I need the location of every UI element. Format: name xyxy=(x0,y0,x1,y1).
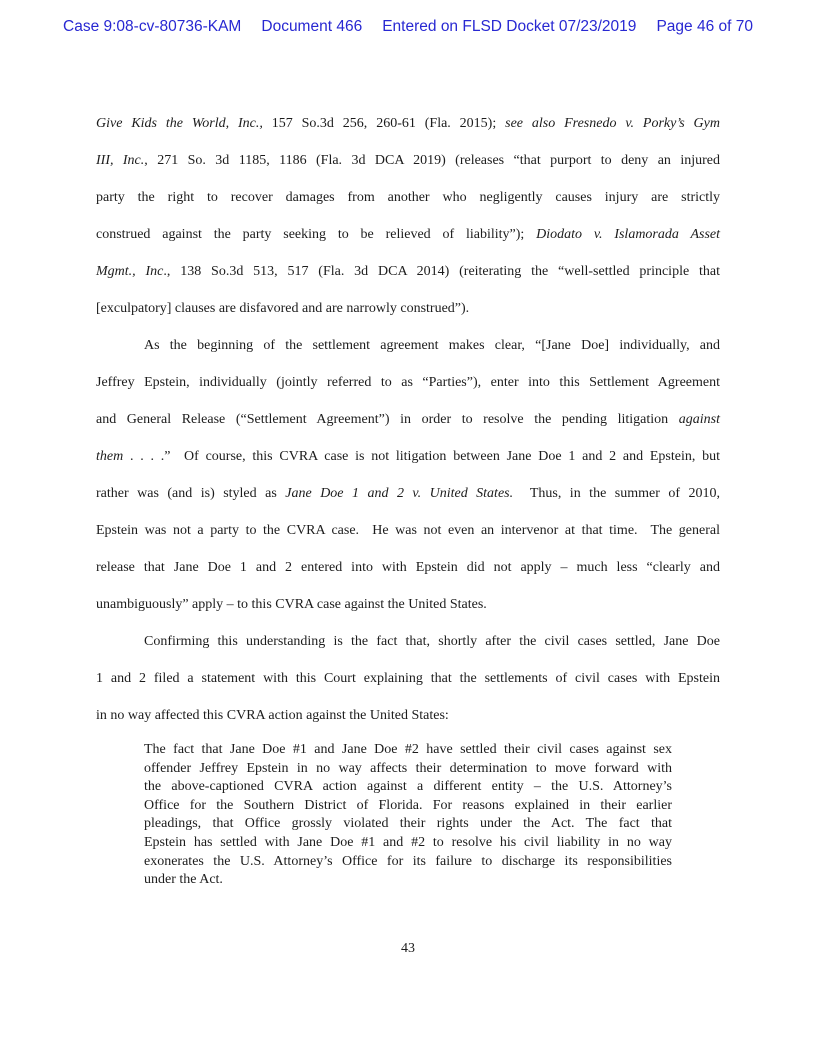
text-run: pleadings, that Office grossly violated their rights under the Act. The fact that xyxy=(144,816,672,832)
text-line xyxy=(96,253,720,290)
text-line xyxy=(96,179,720,216)
italic-text-run: Give Kids the World, Inc., xyxy=(96,116,263,131)
text-run: 1 and 2 filed a statement with this Court explaining that the settlements of civil cases with Epstein xyxy=(96,671,720,686)
text-run: offender Jeffrey Epstein in no way affects their determination to move forward with xyxy=(144,760,672,776)
text-run: , 271 So. 3d 1185, 1186 (Fla. 3d DCA 2019) (releases “that purport to deny an injured xyxy=(144,153,720,168)
italic-text-run: see also Fresnedo v. Porky’s Gym xyxy=(505,116,720,131)
text-run: 157 So.3d 256, 260-61 (Fla. 2015); xyxy=(262,116,506,131)
quote-line xyxy=(144,834,672,853)
text-run: construed against the party seeking to be relieved of liability”); xyxy=(96,227,537,242)
docket-page-indicator: Page 46 of 70 xyxy=(656,18,753,35)
text-line xyxy=(96,105,720,142)
text-line xyxy=(96,697,720,734)
text-run: The fact that Jane Doe #1 and Jane Doe #2 have settled their civil cases against sex xyxy=(144,742,672,757)
paragraph xyxy=(96,623,720,734)
text-run: Confirming this understanding is the fact that, shortly after the civil cases settled, Jane Doe xyxy=(144,634,720,649)
text-run: the above-captioned CVRA action against a different entity – the U.S. Attorney’s xyxy=(144,779,672,795)
case-number: Case 9:08-cv-80736-KAM xyxy=(63,18,242,35)
page-number: 43 xyxy=(401,941,415,956)
document-number: Document 466 xyxy=(261,18,363,35)
text-line xyxy=(96,142,720,179)
paragraph xyxy=(96,105,720,327)
text-line xyxy=(96,586,720,623)
quote-line xyxy=(144,760,672,779)
text-line xyxy=(96,660,720,697)
text-run: rather was (and is) styled as xyxy=(96,486,286,501)
document-body xyxy=(96,105,720,890)
text-run: exonerates the U.S. Attorney’s Office for its failure to discharge its responsibilities xyxy=(144,853,672,869)
italic-text-run: against xyxy=(678,412,720,427)
text-run: under the Act. xyxy=(144,872,223,888)
docket-entry-date: Entered on FLSD Docket 07/23/2019 xyxy=(382,18,637,35)
text-run: unambiguously” apply – to this CVRA case against the United States. xyxy=(96,597,487,612)
text-run: Epstein was not a party to the CVRA case. He was not even an intervenor at that time. The general xyxy=(96,523,720,538)
text-run: . . . .” Of course, this CVRA case is not litigation between Jane Doe 1 and 2 and Epstein, but xyxy=(123,449,720,464)
quote-line xyxy=(144,778,672,797)
text-line xyxy=(96,401,720,438)
case-stamp-header xyxy=(63,18,753,35)
text-run: and General Release (“Settlement Agreement”) in order to resolve the pending litigation xyxy=(96,412,679,427)
quote-line xyxy=(144,797,672,816)
italic-text-run: Jane Doe 1 and 2 v. United States. xyxy=(285,486,514,501)
block-quote xyxy=(144,741,672,890)
text-run: [exculpatory] clauses are disfavored and are narrowly construed”). xyxy=(96,301,470,316)
quote-line xyxy=(144,871,672,890)
quote-line xyxy=(144,853,672,872)
text-run: Office for the Southern District of Florida. For reasons explained in their earlier xyxy=(144,797,672,813)
text-run: in no way affected this CVRA action against the United States: xyxy=(96,708,449,723)
text-line xyxy=(96,549,720,586)
text-run: release that Jane Doe 1 and 2 entered into with Epstein did not apply – much less “clearly and xyxy=(96,560,720,575)
text-line xyxy=(96,290,720,327)
text-run: As the beginning of the settlement agreement makes clear, “[Jane Doe] individually, and xyxy=(144,338,720,353)
text-run: party the right to recover damages from another who negligently causes injury are strictly xyxy=(96,190,720,205)
text-run: Thus, in the summer of 2010, xyxy=(513,486,720,501)
text-line xyxy=(96,327,720,364)
paragraph xyxy=(96,327,720,623)
italic-text-run: them xyxy=(96,449,124,464)
text-run: Epstein has settled with Jane Doe #1 and #2 to resolve his civil liability in no way xyxy=(144,834,672,850)
text-run: Jeffrey Epstein, individually (jointly referred to as “Parties”), enter into this Settlement Agreement xyxy=(96,375,720,390)
quote-line xyxy=(144,815,672,834)
text-line xyxy=(96,623,720,660)
italic-text-run: Diodato v. Islamorada Asset xyxy=(536,227,720,242)
italic-text-run: Mgmt., Inc xyxy=(96,264,164,279)
text-line xyxy=(96,475,720,512)
text-run: ., 138 So.3d 513, 517 (Fla. 3d DCA 2014) (reiterating the “well-settled principle that xyxy=(163,264,720,279)
text-line xyxy=(96,364,720,401)
text-line xyxy=(96,216,720,253)
text-line xyxy=(96,512,720,549)
text-line xyxy=(96,438,720,475)
quote-line xyxy=(144,741,672,760)
italic-text-run: III, Inc. xyxy=(96,153,145,168)
